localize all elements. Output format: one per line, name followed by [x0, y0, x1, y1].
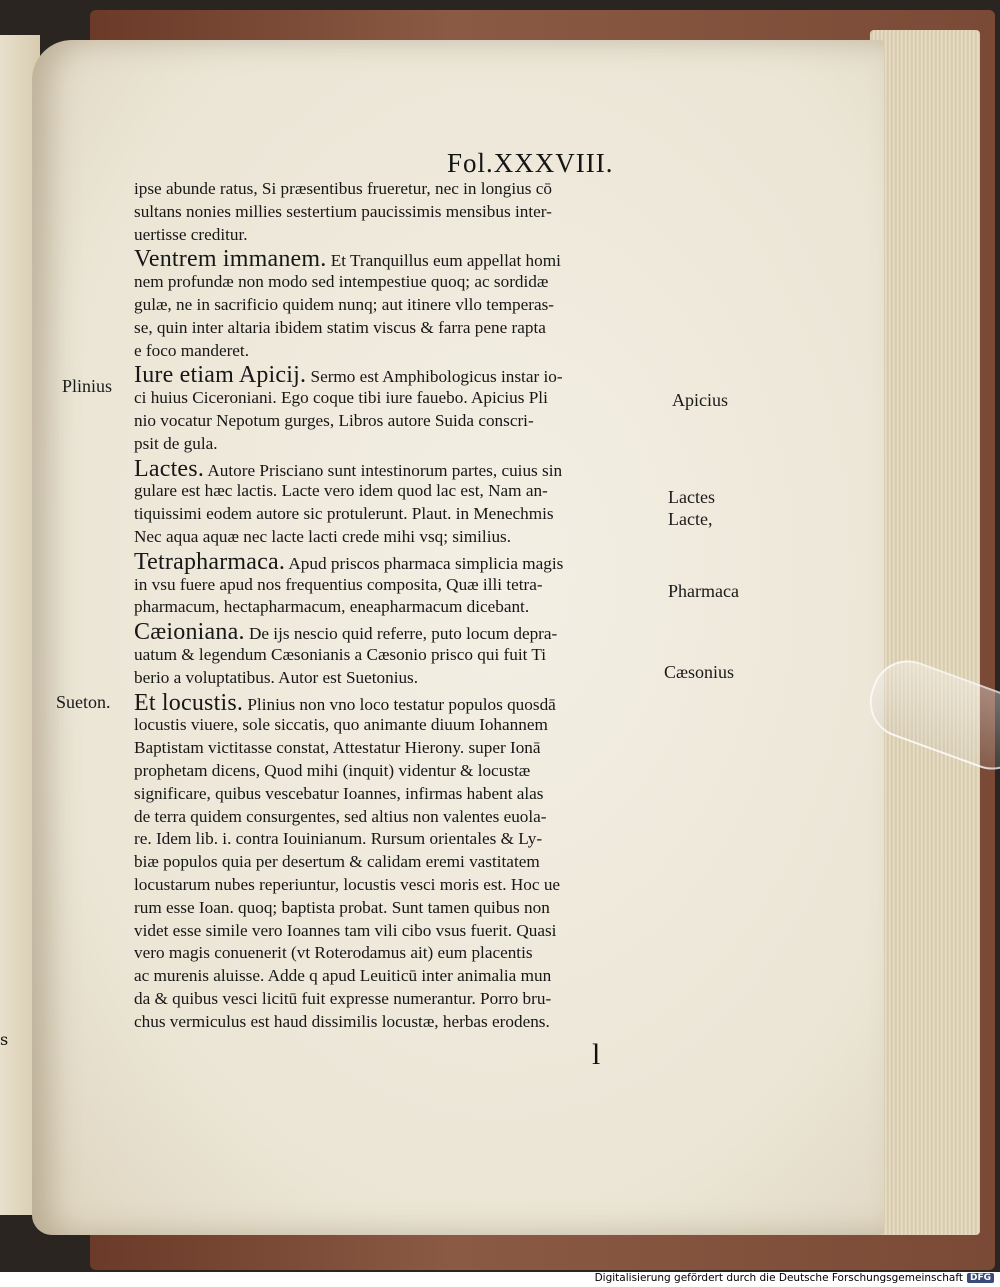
- margin-note-right: Cæsonius: [664, 662, 735, 682]
- lemma-heading: Tetrapharmaca.: [134, 548, 286, 575]
- left-page-fragment: s: [0, 1030, 9, 1049]
- text-line: da & quibus vesci licitū fuit expresse numerantur. Porro bru-: [134, 988, 552, 1008]
- text-line: ac murenis aluisse. Adde q apud Leuiticū inter animalia mun: [134, 966, 552, 986]
- text-line: nio vocatur Nepotum gurges, Libros autore Suida conscri-: [134, 410, 534, 430]
- text-line: significare, quibus vescebatur Ioannes, infirmas habent alas: [134, 783, 544, 803]
- text-line: prophetam dicens, Quod mihi (inquit) videntur & locustæ: [134, 760, 531, 780]
- funding-text: Digitalisierung gefördert durch die Deutsche Forschungsgemeinschaft: [594, 1272, 963, 1284]
- margin-note-left: Sueton.: [56, 692, 111, 712]
- text-line: psit de gula.: [134, 433, 218, 453]
- main-text: [134, 178, 674, 1033]
- text-line: Baptistam victitasse constat, Attestatur Hierony. super Ionā: [134, 738, 541, 758]
- lemma-heading: Cæioniana.: [134, 619, 245, 646]
- text-line: tiquissimi eodem autore sic protulerunt. Plaut. in Menechmis: [134, 504, 554, 524]
- text-line: chus vermiculus est haud dissimilis locustæ, herbas erodens.: [134, 1011, 550, 1031]
- folio-number: Fol.XXXVIII.: [447, 148, 614, 178]
- text-line: biæ populos quia per desertum & calidam eremi vastitatem: [134, 852, 540, 872]
- text-line: rum esse Ioan. quoq; baptista probat. Sunt tamen quibus non: [134, 897, 550, 917]
- text-run: Plinius non vno loco testatur populos quosdā: [247, 694, 556, 714]
- catchword: l: [592, 1038, 601, 1071]
- footer-credit: [595, 1271, 994, 1285]
- page-edges: [870, 30, 980, 1235]
- text-line: se, quin inter altaria ibidem statim viscus & farra pene rapta: [134, 317, 546, 337]
- text-line: de terra quidem consurgentes, sed altius non valentes euola-: [134, 806, 547, 826]
- text-line: nem profundæ non modo sed intempestiue quoq; ac sordidæ: [134, 272, 549, 292]
- lemma-heading: Iure etiam Apicij.: [134, 362, 307, 389]
- text-line: [134, 621, 674, 644]
- margin-note-right: Lacte,: [668, 509, 713, 529]
- text-line: gulæ, ne in sacrificio quidem nunq; aut itinere vllo temperas-: [134, 294, 555, 314]
- text-run: Autore Prisciano sunt intestinorum partes, cuius sin: [207, 460, 563, 480]
- text-line: videt esse simile vero Ioannes tam vili cibo vsus fuerit. Quasi: [134, 920, 557, 940]
- text-run: Apud priscos pharmaca simplicia magis: [288, 553, 564, 573]
- text-line: [134, 364, 674, 387]
- text-line: in vsu fuere apud nos frequentius composita, Quæ illi tetra-: [134, 574, 543, 594]
- text-line: locustis viuere, sole siccatis, quo animante diuum Iohannem: [134, 715, 548, 735]
- text-line: gulare est hæc lactis. Lacte vero idem quod lac est, Nam an-: [134, 481, 548, 501]
- text-line: uertisse creditur.: [134, 224, 248, 244]
- text-line: Nec aqua aquæ nec lacte lacti crede mihi vsq; similius.: [134, 526, 512, 546]
- text-line: pharmacum, hectapharmacum, eneapharmacum dicebant.: [134, 597, 530, 617]
- text-line: ipse abunde ratus, Si præsentibus frueretur, nec in longius cō: [134, 179, 552, 198]
- text-line: [134, 689, 674, 716]
- dfg-logo: DFG: [967, 1273, 994, 1283]
- text-line: berio a voluptatibus. Autor est Suetonius.: [134, 667, 419, 687]
- margin-note-right: Lactes: [668, 487, 715, 507]
- text-line: [134, 248, 674, 271]
- text-line: sultans nonies millies sestertium paucissimis mensibus inter-: [134, 201, 552, 221]
- text-line: [134, 455, 674, 482]
- text-line: uatum & legendum Cæsonianis a Cæsonio prisco qui fuit Ti: [134, 644, 547, 664]
- text-line: ci huius Ciceroniani. Ego coque tibi iure fauebo. Apicius Pli: [134, 388, 548, 408]
- text-run: Sermo est Amphibologicus instar io-: [310, 367, 563, 387]
- lemma-heading: Et locustis.: [134, 689, 244, 716]
- text-line: locustarum nubes reperiuntur, locustis vesci moris est. Hoc ue: [134, 874, 561, 894]
- margin-note-right: Pharmaca: [668, 581, 739, 601]
- margin-note-right: Apicius: [672, 390, 728, 410]
- margin-note-left: Plinius: [62, 376, 113, 396]
- lemma-heading: Lactes.: [134, 455, 205, 482]
- lemma-heading: Ventrem immanem.: [134, 246, 327, 273]
- text-line: re. Idem lib. i. contra Iouinianum. Rursum orientales & Ly-: [134, 829, 543, 849]
- text-run: De ijs nescio quid referre, puto locum depra-: [248, 624, 558, 644]
- text-line: vero magis conuenerit (vt Roterodamus ait) eum placentis: [134, 943, 533, 963]
- text-run: Et Tranquillus eum appellat homi: [330, 251, 561, 271]
- text-line: e foco manderet.: [134, 340, 250, 360]
- text-line: [134, 548, 674, 575]
